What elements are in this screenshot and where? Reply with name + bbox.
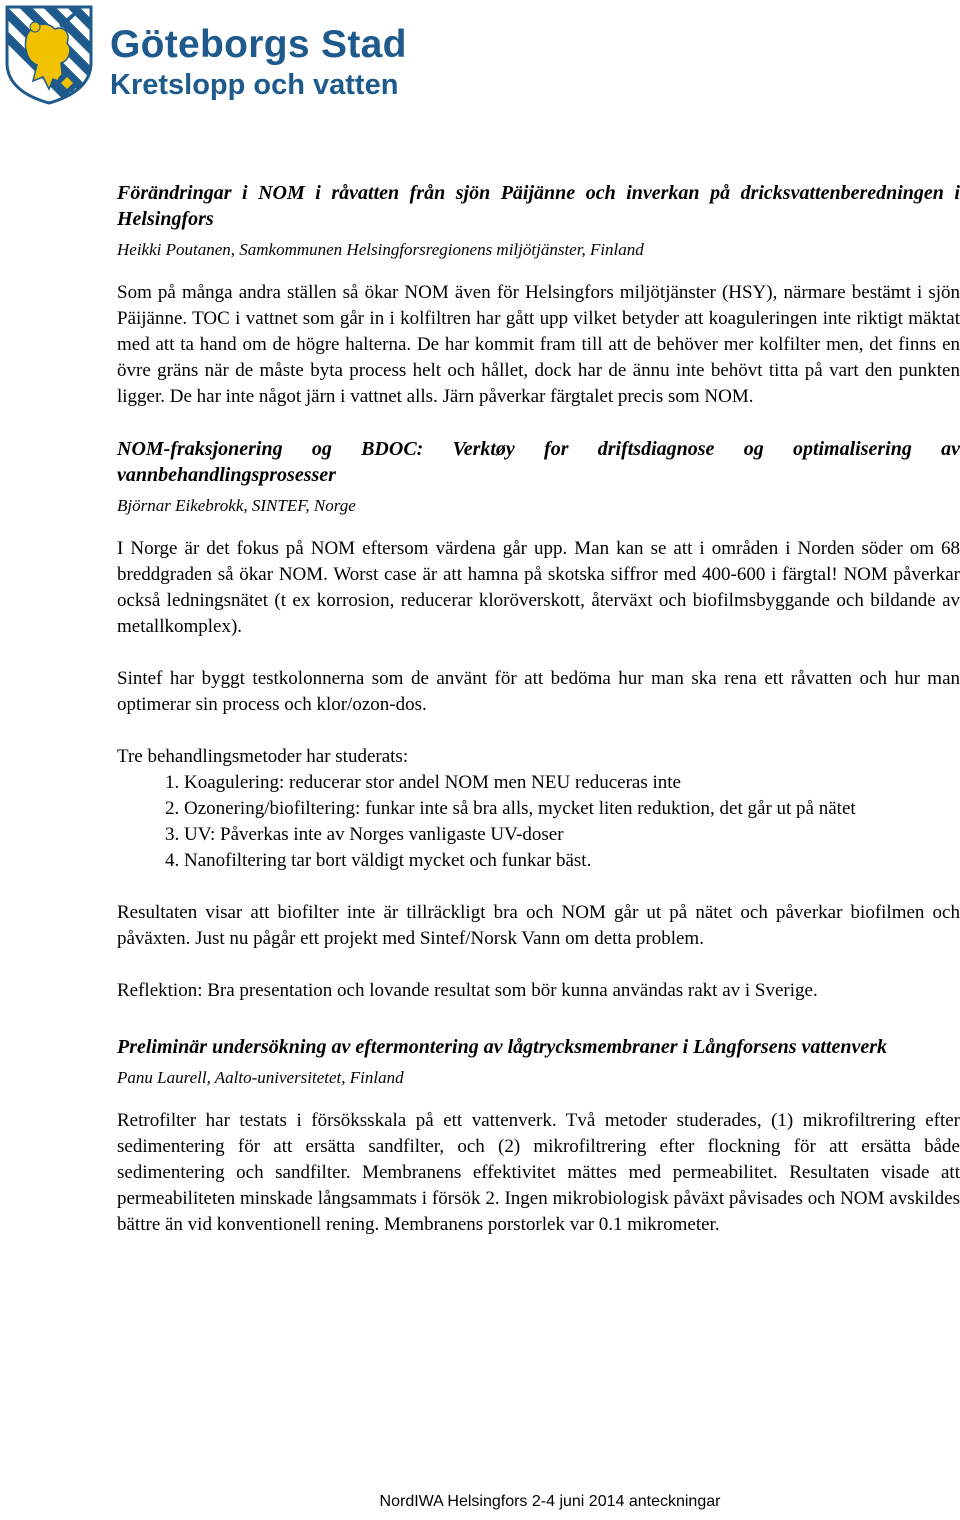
method-list [117,770,960,874]
section-2 [117,436,960,1004]
list-item: 2. Ozonering/biofiltering: funkar inte så bra alls, mycket liten reduktion, det går ut på nätet [184,796,960,822]
paragraph: I Norge är det fokus på NOM eftersom värdena går upp. Man kan se att i områden i Norden söder om 68 breddgraden så ökar NOM. Worst case är att hamna på skotska siffror med 400-600 i färgtal! NOM påverkar också ledningsnätet (t ex korrosion, reducerar kloröverskott, återväxt och biofilmsbyggande och bildande av metallkomplex). [117,538,960,637]
list-item: 3. UV: Påverkas inte av Norges vanligaste UV-doser [184,822,960,848]
list-item: 4. Nanofiltering tar bort väldigt mycket och funkar bäst. [184,848,960,874]
section-author: Björnar Eikebrokk, SINTEF, Norge [117,496,356,515]
section-title: Förändringar i NOM i råvatten från sjön Päijänne och inverkan på dricksvattenberedningen i Helsingfors [117,182,960,230]
section-title: Preliminär undersökning av eftermontering av lågtrycksmembraner i Långforsens vattenverk [117,1036,888,1058]
paragraph: Retrofilter har testats i försöksskala på ett vattenverk. Två metoder studerades, (1) mikrofiltrering efter sedimentering för att ersätta sandfilter, och (2) mikrofiltrering efter flockning för att ersätta både sedimentering och sandfilter. Membranens effektivitet mättes med permeabilitet. Resultaten visade att permeabiliteten minskade långsammats i försök 2. Ingen mikrobiologisk påväxt påvisades och NOM avskildes bättre än vid konventionell rening. Membranens porstorlek var 0.1 mikrometer. [117,1110,960,1235]
goteborg-crest-logo [5,5,93,105]
logo-block [5,5,405,105]
page-footer: NordIWA Helsingfors 2-4 juni 2014 anteckningar [379,1493,721,1510]
section-title: NOM-fraksjonering og BDOC: Verktøy for driftsdiagnose og optimalisering av vannbehandlingsprosesser [117,438,960,486]
paragraph: Som på många andra ställen så ökar NOM även för Helsingfors miljötjänster (HSY), närmare bestämt i sjön Päijänne. TOC i vattnet som går in i kolfiltren har gått upp vilket betyder att koaguleringen inte riktigt mäktat med att ta hand om de högre halterna. De har kommit fram till att de behöver mer kolfilter men, det finns en övre gräns när de måste byta process helt och hållet, dock har de ännu inte behövt titta på vart den punkten ligger. De har inte något järn i vattnet alls. Järn påverkar färgtalet precis som NOM. [117,282,960,407]
org-unit: Kretslopp och vatten [110,69,399,101]
paragraph: Resultaten visar att biofilter inte är tillräckligt bra och NOM går ut på nätet och påverkar biofilmen och påväxten. Just nu pågår ett projekt med Sintef/Norsk Vann om detta problem. [117,902,960,949]
list-item: 1. Koagulering: reducerar stor andel NOM men NEU reduceras inte [184,770,960,796]
section-3 [117,1034,960,1238]
document-content [117,180,960,1238]
paragraph: Sintef har byggt testkolonnerna som de använt för att bedöma hur man ska rena ett råvatten och hur man optimerar sin process och klor/ozon-dos. [117,668,960,715]
org-name: Göteborgs Stad [110,23,407,66]
section-author: Heikki Poutanen, Samkommunen Helsingforsregionens miljötjänster, Finland [117,240,644,259]
section-1 [117,180,960,410]
section-author: Panu Laurell, Aalto-universitetet, Finland [117,1068,404,1087]
list-intro: Tre behandlingsmetoder har studerats: [117,746,409,767]
paragraph: Reflektion: Bra presentation och lovande resultat som bör kunna användas rakt av i Sverige. [117,980,818,1001]
